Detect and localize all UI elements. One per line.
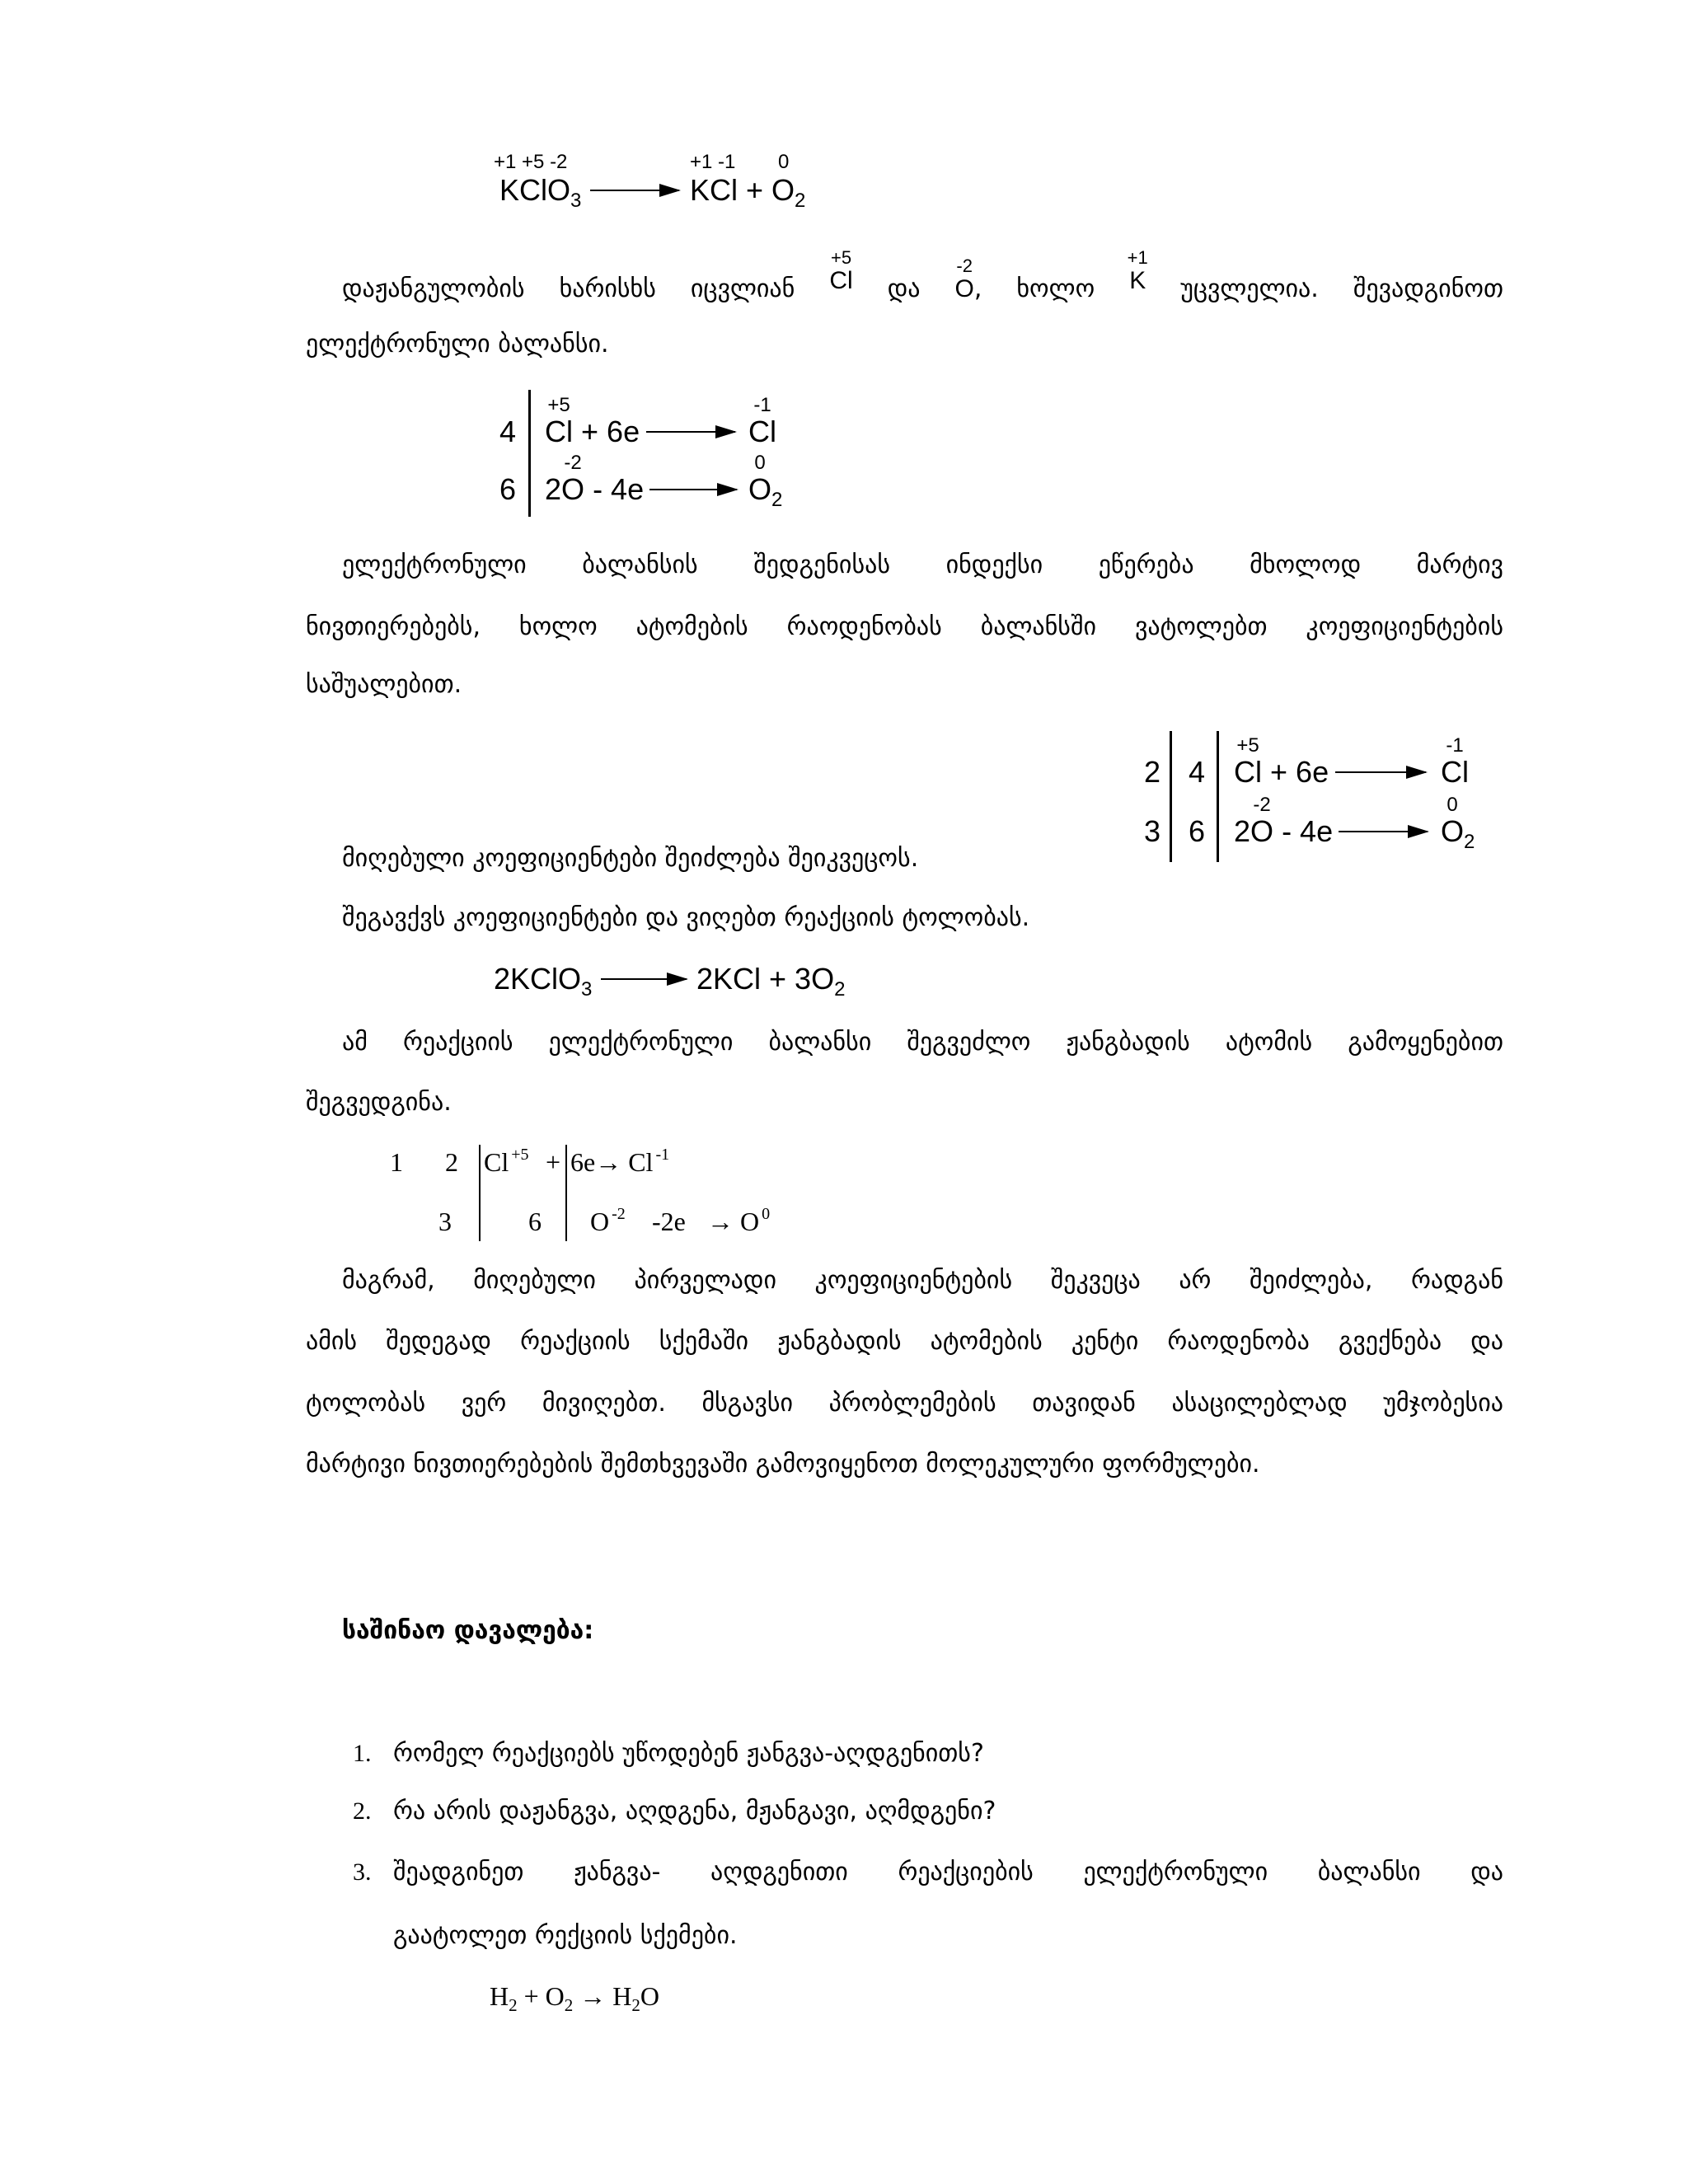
list-number: 3.: [353, 1858, 372, 1886]
half-reaction-oxygen: [545, 452, 645, 506]
balance-coefficient: 4: [1189, 755, 1206, 789]
balanced-product-formula: [696, 962, 846, 1001]
oxidation-state: -1: [753, 394, 771, 416]
subscript: 2: [834, 978, 846, 1001]
formula-text: KCl + O: [690, 173, 795, 207]
oxidation-state: +5: [547, 394, 570, 416]
chlorine-atom: [1441, 734, 1469, 789]
electron-term: -2e: [652, 1207, 686, 1236]
balance-divider: [479, 1145, 481, 1241]
oxidation-states-reactant: +1 +5 -2: [494, 151, 568, 173]
element-symbol: Cl: [1234, 755, 1262, 789]
formula-text: 2KClO: [494, 962, 582, 996]
insert-paragraph: შეგავქვს კოეფიციენტები და ვიღებთ რეაქციის ტოლობას.: [342, 903, 1030, 932]
half-reaction-chlorine: [1234, 734, 1329, 789]
electron-term: + 6e: [581, 415, 640, 448]
formula-text: KClO: [499, 173, 571, 207]
oxidation-state: 0: [1447, 794, 1458, 816]
paragraph-text: , ხოლო: [973, 274, 1095, 303]
subscript: 3: [581, 978, 593, 1001]
electron-term: + 6e: [1270, 755, 1329, 789]
reaction-arrow: [1335, 771, 1426, 773]
but-paragraph-line-3: ტოლობას ვერ მივიღებთ. მსგავსი პრობლემების თავიდან ასაცილებლად უმჯობესია: [306, 1389, 1503, 1418]
oxidation-state: -2: [956, 255, 973, 276]
balance-coefficient: 6: [528, 1207, 542, 1236]
subscript: 2: [771, 489, 783, 511]
element-symbol: O: [1250, 814, 1274, 848]
but-paragraph-line-4: მარტივი ნივთიერებების შემთხვევაში გამოვიყენოთ მოლეკულური ფორმულები.: [306, 1450, 1260, 1479]
oxidation-state: -2: [564, 452, 582, 474]
oxidation-state: +1: [1127, 247, 1148, 268]
subscript: 2: [631, 1995, 640, 2015]
subscript: 2: [509, 1995, 518, 2015]
oxidation-state: -1: [1446, 734, 1464, 757]
list-item-continuation: გაატოლეთ რექციის სქემები.: [393, 1921, 738, 1950]
element-symbol: Cl: [1441, 755, 1469, 789]
element-symbol: O: [748, 472, 772, 506]
element-symbol: O: [640, 1981, 659, 2011]
subscript: 2: [1464, 831, 1475, 853]
atomic-oxygen: [590, 1205, 626, 1239]
oxidation-state: +5: [830, 247, 852, 268]
oxygen-atom: [954, 255, 974, 302]
chlorine-atom: [545, 394, 573, 448]
element-symbol: Cl: [748, 415, 776, 448]
potassium-atom: [1127, 247, 1148, 294]
oxidation-state: +5: [1236, 734, 1259, 757]
element-symbol: K: [1129, 267, 1146, 294]
electron-term: - 4e: [593, 472, 645, 506]
element-symbol: Cl: [484, 1147, 509, 1177]
element-symbol: O: [954, 275, 974, 302]
half-reaction-product: [1441, 794, 1475, 853]
reaction-arrow: [649, 489, 737, 490]
oxygen-atom: [561, 452, 585, 506]
balance-coefficient: 4: [499, 415, 517, 448]
reduce-paragraph: მიღებული კოეფიციენტები შეიძლება შეიკვეცოს.: [342, 844, 919, 873]
half-reaction-oxygen: [1234, 794, 1334, 848]
atomic-oxygen-product: [707, 1205, 771, 1239]
reduced-coefficient: 2: [1144, 755, 1161, 789]
electron-term: 6e→ Cl: [570, 1147, 654, 1177]
reaction-arrow: [646, 431, 735, 433]
list-number: 2.: [353, 1797, 372, 1825]
exercise-equation: [490, 1983, 659, 2013]
half-reaction-chlorine: [545, 394, 640, 448]
superscript: 0: [762, 1205, 771, 1223]
subscript: 2: [795, 190, 806, 212]
balanced-reactant-formula: [494, 962, 593, 1001]
paragraph-text: დაჟანგულობის ხარისხს იცვლიან: [342, 274, 795, 303]
oxidation-state-o2: 0: [778, 151, 790, 173]
superscript: -1: [655, 1146, 670, 1164]
oxygen-atom: [1441, 794, 1465, 848]
element-symbol: O: [1441, 814, 1465, 848]
balance-coefficient: 1: [390, 1147, 403, 1177]
list-item: რომელ რეაქციებს უწოდებენ ჟანგვა-აღდგენითს?: [393, 1739, 984, 1768]
index-paragraph-line-2: ნივთიერებებს, ხოლო ატომების რაოდენობას ბალანსში ვატოლებთ კოეფიციენტების: [306, 612, 1503, 641]
subscript: 2: [564, 1995, 574, 2015]
reaction-arrow: [1339, 831, 1428, 832]
chlorine-atom: [1234, 734, 1262, 789]
atom-count: 2: [545, 472, 562, 506]
element-symbol: O: [590, 1207, 610, 1236]
balance-coefficient: 2: [445, 1147, 458, 1177]
atom-paragraph-line-1: ამ რეაქციის ელექტრონული ბალანსი შეგვეძლო ჟანგბადის ატომის გამოყენებით: [342, 1028, 1503, 1057]
product-formula: [690, 173, 806, 212]
reaction-arrow: [601, 978, 687, 980]
balance-divider: [1217, 731, 1219, 862]
plus-sign: +: [546, 1147, 561, 1177]
list-item: შეადგინეთ ჟანგვა- აღდგენითი რეაქციების ელექტრონული ბალანსი და: [393, 1858, 1503, 1886]
oxidation-state: 0: [754, 452, 766, 474]
oxygen-atom: [1250, 794, 1274, 848]
element-symbol: Cl: [545, 415, 573, 448]
arrow-symbol: → O: [707, 1207, 760, 1236]
list-item: რა არის დაჟანგვა, აღდგენა, მჟანგავი, აღმდგენი?: [393, 1797, 996, 1825]
formula-text: + O: [523, 1981, 565, 2011]
chlorine-atom: [829, 247, 853, 294]
oxidation-states-kcl: +1 -1: [690, 151, 736, 173]
oxidation-paragraph-line-1: [342, 247, 1503, 306]
half-reaction-product: [1441, 734, 1469, 789]
balance-coefficient: 6: [499, 472, 517, 506]
but-paragraph-line-2: ამის შედეგად რეაქციის სქემაში ჟანგბადის ატომების კენტი რაოდენობა გვექნება და: [306, 1327, 1503, 1356]
atomic-chlorine: [484, 1146, 529, 1179]
paragraph-text: უცვლელია. შევადგინოთ: [1180, 274, 1503, 303]
but-paragraph-line-1: მაგრამ, მიღებული პირველადი კოეფიციენტების შეკვეცა არ შეიძლება, რადგან: [342, 1266, 1503, 1295]
balance-coefficient: 3: [438, 1207, 452, 1236]
list-number: 1.: [353, 1740, 372, 1767]
half-reaction-product: [748, 452, 783, 511]
reaction-arrow: [590, 190, 679, 191]
atomic-chlorine-product: [570, 1146, 670, 1179]
reactant-formula: [499, 173, 582, 212]
formula-text: → H: [579, 1981, 632, 2011]
oxygen-atom: [748, 452, 772, 506]
element-symbol: Cl: [829, 267, 853, 294]
atom-paragraph-line-2: შეგვედგინა.: [306, 1088, 452, 1117]
element-symbol: H: [490, 1981, 509, 2011]
electron-term: - 4e: [1282, 814, 1334, 848]
formula-text: 2KCl + 3O: [696, 962, 835, 996]
balance-divider: [528, 390, 531, 517]
balance-coefficient: 6: [1189, 814, 1206, 848]
index-paragraph-line-1: ელექტრონული ბალანსის შედგენისას ინდექსი ეწერება მხოლოდ მარტივ: [342, 551, 1503, 579]
superscript: +5: [511, 1146, 529, 1164]
chlorine-atom: [748, 394, 776, 448]
half-reaction-product: [748, 394, 776, 448]
index-paragraph-line-3: საშუალებით.: [306, 670, 462, 699]
element-symbol: O: [561, 472, 585, 506]
oxidation-paragraph-line-2: ელექტრონული ბალანსი.: [306, 330, 609, 359]
balance-divider: [1170, 731, 1172, 862]
homework-title: საშინაო დავალება:: [342, 1616, 594, 1645]
subscript: 3: [570, 190, 582, 212]
paragraph-text: და: [887, 274, 921, 303]
balance-divider: [565, 1145, 567, 1241]
superscript: -2: [612, 1205, 626, 1223]
oxidation-state: -2: [1253, 794, 1271, 816]
atom-count: 2: [1234, 814, 1251, 848]
reduced-coefficient: 3: [1144, 814, 1161, 848]
